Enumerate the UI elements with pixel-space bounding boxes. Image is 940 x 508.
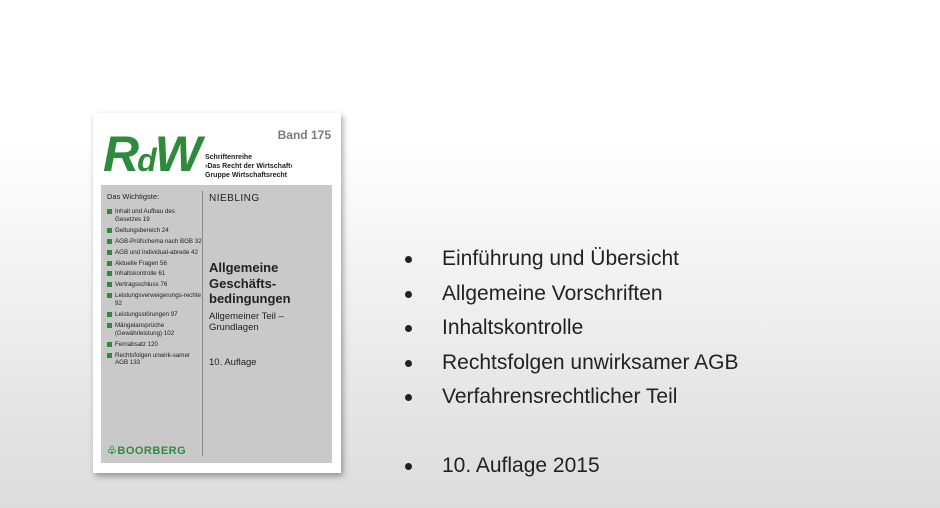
series-line: Gruppe Wirtschaftsrecht: [205, 171, 288, 179]
toc-item: Inhaltskontrolle 61: [107, 270, 202, 278]
toc-item: Vertragsschluss 76: [107, 281, 202, 289]
toc-item: Geltungsbereich 24: [107, 227, 202, 235]
cover-grey-panel: [101, 185, 332, 463]
book-title: Allgemeine Geschäfts- bedingungen: [209, 260, 291, 307]
list-item: Einführung und Übersicht: [400, 246, 738, 281]
series-line: ›Das Recht der Wirtschaft‹: [205, 162, 293, 170]
toc-item: AGB und Individual-abrede 42: [107, 249, 202, 257]
bullet-square-icon: [107, 323, 112, 328]
toc-list: [107, 208, 202, 370]
cover-divider: [202, 191, 203, 456]
bullet-square-icon: [107, 342, 112, 347]
toc-item: Rechtsfolgen unwirk-samer AGB 133: [107, 352, 202, 368]
bullet-square-icon: [107, 312, 112, 317]
bullet-square-icon: [107, 271, 112, 276]
band-number: Band 175: [277, 128, 331, 142]
bullet-dot-icon: [405, 325, 412, 332]
bullet-dot-icon: [405, 256, 412, 263]
toc-item: Leistungsstörungen 97: [107, 311, 202, 319]
toc-item: Fernabsatz 120: [107, 341, 202, 349]
list-item: Inhaltskontrolle: [400, 315, 738, 350]
series-line: Schriftenreihe: [205, 154, 253, 161]
toc-heading: Das Wichtigste:: [107, 192, 160, 201]
bullet-square-icon: [107, 250, 112, 255]
book-edition: 10. Auflage: [209, 357, 257, 368]
series-info: [205, 154, 335, 180]
list-item: Verfahrensrechtlicher Teil: [400, 384, 738, 419]
bullet-square-icon: [107, 353, 112, 358]
bullet-square-icon: [107, 261, 112, 266]
edition-item: 10. Auflage 2015: [400, 453, 600, 488]
bullet-dot-icon: [405, 463, 412, 470]
bullet-dot-icon: [405, 360, 412, 367]
author-name: NIEBLING: [209, 193, 260, 204]
bullet-square-icon: [107, 293, 112, 298]
bullet-dot-icon: [405, 291, 412, 298]
book-cover: [93, 113, 341, 473]
feature-list: [400, 246, 738, 419]
toc-item: Leistungsverweigerungs-rechte 92: [107, 292, 202, 308]
toc-item: AGB-Prüfschema nach BGB 32: [107, 238, 202, 246]
bullet-square-icon: [107, 282, 112, 287]
bullet-square-icon: [107, 228, 112, 233]
list-item: Allgemeine Vorschriften: [400, 281, 738, 316]
cover-toc-column: [101, 185, 201, 463]
bullet-dot-icon: [405, 394, 412, 401]
book-subtitle: Allgemeiner Teil – Grundlagen: [209, 311, 284, 334]
toc-item: Aktuelle Fragen 56: [107, 260, 202, 268]
bullet-square-icon: [107, 239, 112, 244]
toc-item: Inhalt und Aufbau des Gesetzes 19: [107, 208, 202, 224]
list-item: Rechtsfolgen unwirksamer AGB: [400, 350, 738, 385]
bullet-square-icon: [107, 209, 112, 214]
publisher-logo: [107, 444, 186, 457]
publisher-emblem-icon: ♧: [107, 445, 118, 457]
toc-item: Mängelansprüche (Gewährleistung) 102: [107, 322, 202, 338]
rdw-logo: RdW: [103, 126, 200, 182]
publisher-name: BOORBERG: [117, 445, 187, 457]
